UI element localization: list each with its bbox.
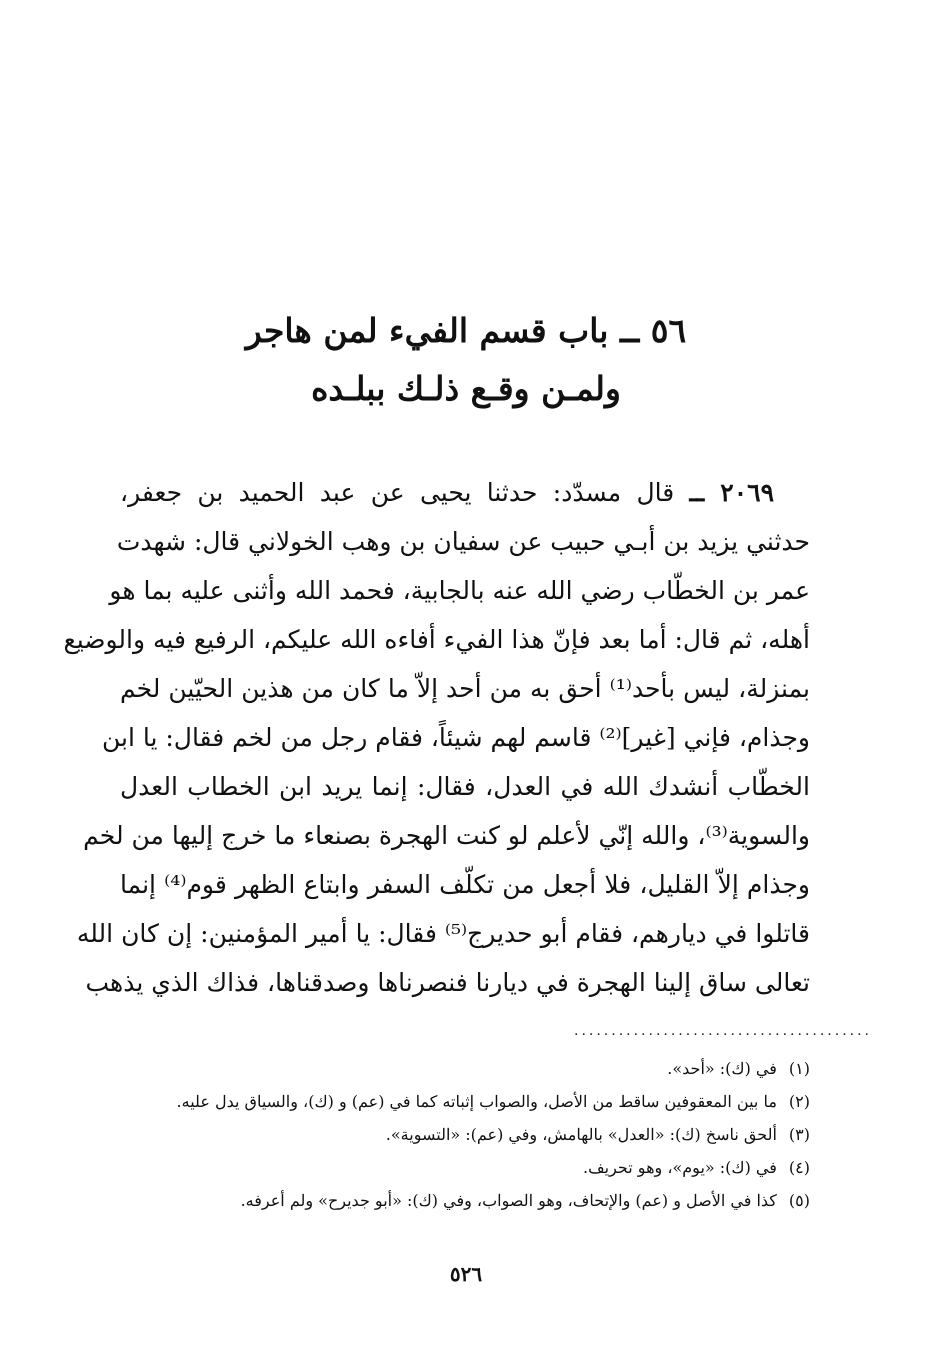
footnote-text: في (ك): «أحد». (667, 1059, 777, 1078)
footnote-number: (٤) (788, 1158, 810, 1177)
hadith-line: وجذام إلاّ القليل، فلا أجعل من تكلّف السفر وابتاع الظهر قوم⁽⁴⁾ إنما (120, 870, 810, 899)
chapter-title (120, 302, 812, 418)
footnote-item (120, 1118, 810, 1151)
page-number: ٥٢٦ (449, 1262, 483, 1286)
footnote-text: ألحق ناسخ (ك): «العدل» بالهامش، وفي (عم): «التسوية». (385, 1125, 777, 1144)
footnote-separator: ........................................ (574, 1023, 873, 1039)
hadith-line: عمر بن الخطّاب رضي الله عنه بالجابية، فحمد الله وأثنى عليه بما هو (109, 576, 810, 605)
chapter-title-line-1: ٥٦ ــ باب قسم الفيء لمن هاجر (245, 311, 687, 350)
hadith-line: حدثني يزيد بن أبـي حبيب عن سفيان بن وهب الخولاني قال: شهدت (116, 527, 810, 556)
hadith-line: الخطّاب أنشدك الله في العدل، فقال: إنما يريد ابن الخطاب العدل (120, 772, 810, 801)
footnote-item (120, 1184, 810, 1217)
hadith-line (120, 468, 810, 517)
footnote-item (120, 1085, 810, 1118)
hadith-line-text: قال مسدّد: حدثنا يحيى عن عبد الحميد بن جعفر، (120, 478, 675, 507)
footnote-item (120, 1151, 810, 1184)
hadith-line: أهله، ثم قال: أما بعد فإنّ هذا الفيء أفاءه الله عليكم، الرفيع فيه والوضيع (63, 625, 810, 654)
hadith-line: والسوية⁽³⁾، والله إنّي لأعلم لو كنت الهجرة بصنعاء ما خرج إليها من لخم (83, 821, 810, 850)
hadith-line: وجذام، فإني [غير]⁽²⁾ قاسم لهم شيئاً، فقام رجل من لخم فقال: يا ابن (101, 723, 810, 752)
hadith-number: ٢٠٦٩ ــ (689, 478, 774, 507)
footnote-number: (٣) (788, 1125, 810, 1144)
footnotes (120, 1052, 810, 1217)
footnote-number: (٢) (788, 1092, 810, 1111)
hadith-line: تعالى ساق إلينا الهجرة في ديارنا فنصرناها وصدقناها، فذاك الذي يذهب (85, 968, 810, 997)
footnote-number: (١) (788, 1059, 810, 1078)
footnote-number: (٥) (788, 1191, 810, 1210)
hadith-text (63, 468, 810, 1007)
hadith-line: بمنزلة، ليس بأحد⁽¹⁾ أحق به من أحد إلاّ ما كان من هذين الحيّين لخم (120, 674, 810, 703)
footnote-item (120, 1052, 810, 1085)
chapter-title-line-2: ولمـن وقـع ذلـك ببلـده (311, 369, 621, 408)
footnote-text: في (ك): «يوم»، وهو تحريف. (583, 1158, 777, 1177)
footnote-text: ما بين المعقوفين ساقط من الأصل، والصواب إثباته كما في (عم) و (ك)، والسياق يدل عليه. (176, 1092, 777, 1111)
hadith-line: قاتلوا في ديارهم، فقام أبو حديرج⁽⁵⁾ فقال: يا أمير المؤمنين: إن كان الله (76, 919, 810, 948)
footnote-text: كذا في الأصل و (عم) والإتحاف، وهو الصواب، وفي (ك): «أبو جديرح» ولم أعرفه. (240, 1191, 777, 1210)
